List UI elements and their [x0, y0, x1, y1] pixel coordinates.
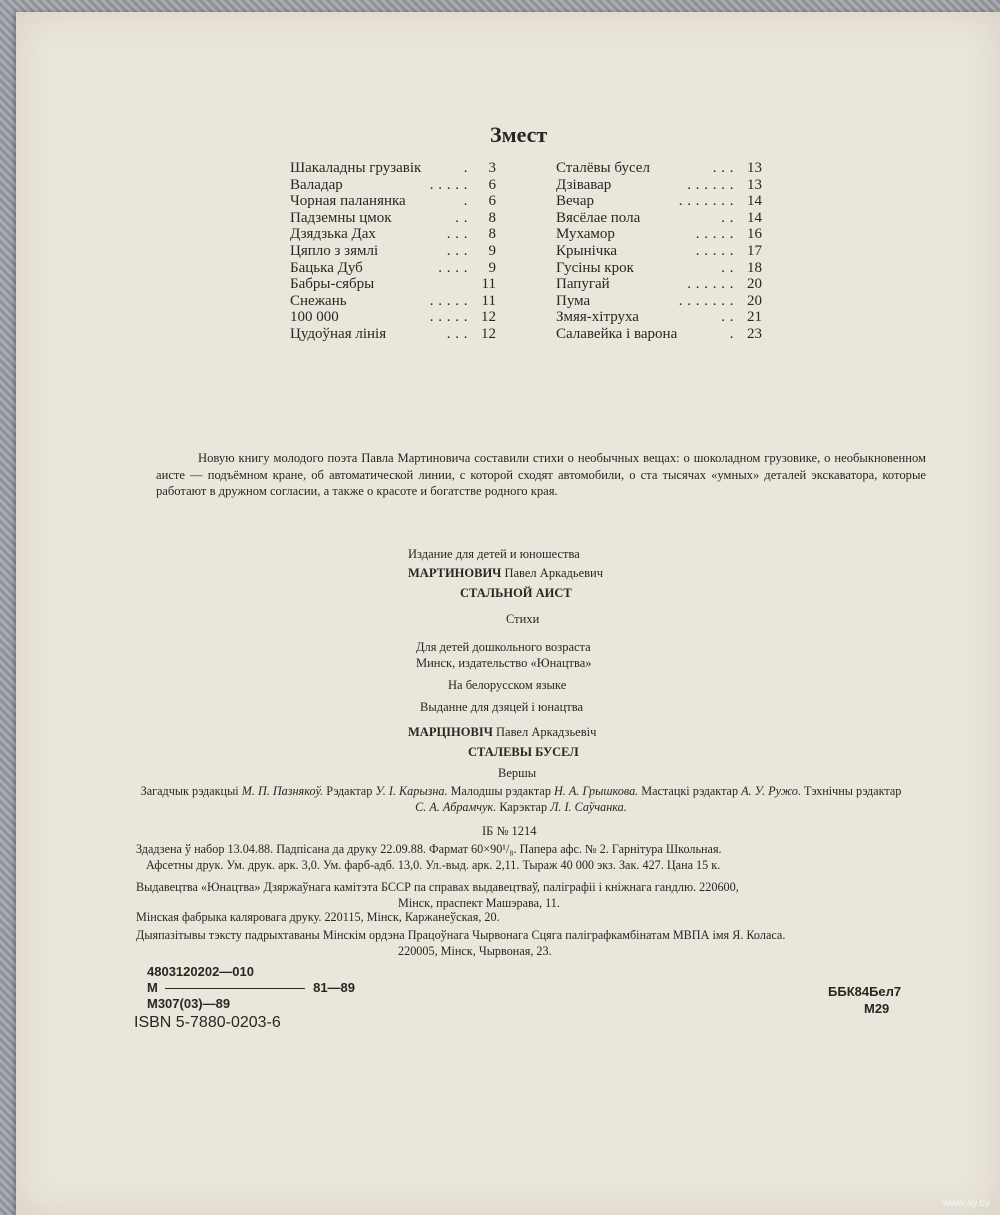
toc-entry-title: Дзядзька Дах [290, 226, 376, 243]
toc-entry [290, 243, 496, 260]
toc-entry-page: 21 [747, 309, 762, 326]
book-page [16, 12, 1000, 1215]
toc-entry-page: 14 [747, 209, 762, 226]
toc-entry [556, 193, 762, 210]
code-suffix: 81—89 [313, 980, 356, 995]
toc-entry-title: Падземны цмок [290, 209, 392, 226]
toc-column-right [556, 160, 762, 343]
toc-entry [556, 309, 762, 326]
toc-entry-page: 8 [488, 226, 496, 243]
toc-entry-leader: . . . [446, 325, 468, 342]
toc-entry-leader: . . . . . [429, 176, 468, 193]
print-details-line: Здадзена ў набор 13.04.88. Падпісана да друку 22.09.88. Фармат 60×90¹/₈. Папера афс. № 2. Гарнітура Школьная. [136, 842, 722, 856]
bbk-code: ББК84Бел7 [828, 984, 902, 999]
toc-entry-title: Бацька Дуб [290, 259, 363, 276]
toc-entry [290, 326, 496, 343]
author-by [408, 725, 596, 740]
language-ru: На белорусском языке [448, 678, 567, 692]
staff-credits [136, 784, 906, 815]
publisher-details [136, 880, 906, 911]
staff-name: У. І. Карызна. [375, 784, 448, 798]
toc-entry-page: 11 [481, 292, 496, 309]
toc-entry-leader: . . . . . . [687, 176, 734, 193]
toc-entry-leader: . . . . . . . [678, 292, 734, 309]
toc-entry [556, 326, 762, 343]
toc-entry-page: 9 [488, 242, 496, 259]
diapositive-line: Дыяпазітывы тэксту падрыхтаваны Мінскім ордэна Працоўнага Чырвонага Сцяга паліграфкамбінатам МВПА імя Я. Коласа. [136, 928, 786, 942]
edition-ru: Издание для детей и юношества [408, 547, 580, 561]
toc-entry-title: Шакаладны грузавік [290, 160, 422, 176]
print-details [136, 842, 906, 873]
toc-entry-page: 3 [488, 160, 496, 176]
toc-entry-leader: . . . . . . . [678, 193, 734, 210]
toc-entry [290, 160, 496, 177]
toc-entry-leader: . . . . . [429, 309, 468, 326]
toc-entry-title: Салавейка і варона [556, 325, 678, 342]
toc-entry-title: Сталёвы бусел [556, 160, 650, 176]
publisher-ru: Минск, издательство «Юнацтва» [416, 656, 592, 670]
toc-entry-leader: . [463, 160, 468, 176]
toc-entry-title: Гусіны крок [556, 259, 634, 276]
toc-entry-page: 13 [747, 160, 762, 176]
toc-entry [290, 260, 496, 277]
toc-entry [290, 309, 496, 326]
toc-entry [556, 293, 762, 310]
toc-entry [290, 193, 496, 210]
toc-entry-leader: . [729, 325, 734, 342]
annotation-paragraph: Новую книгу молодого поэта Павла Мартиновича составили стихи о необычных вещах: о шоколадном грузовике, о необыкновенном аисте — подъёмном кране, об автоматической линии, с которой сходят автомобили, о ста тысячах «умных» деталей экскаватора, которые работают в дружном согласии, а также о красоте и богатстве родного края. [156, 451, 926, 499]
toc-entry-page: 23 [747, 325, 762, 342]
classification-fraction [147, 980, 357, 995]
toc-entry-leader: . . . . . [429, 292, 468, 309]
toc-entry-title: Крынічка [556, 242, 618, 259]
toc-entry-title: Снежань [290, 292, 347, 309]
toc-entry [556, 210, 762, 227]
isbn: ISBN 5-7880-0203-6 [134, 1014, 281, 1031]
classification-code: М307(03)—89 [147, 996, 231, 1011]
toc-entry [290, 177, 496, 194]
toc-entry-title: Чорная паланянка [290, 193, 406, 210]
toc-entry-page: 6 [488, 193, 496, 210]
diapositive-details [136, 928, 906, 959]
audience-ru: Для детей дошкольного возраста [416, 640, 591, 654]
diapositive-line: 220005, Мінск, Чырвоная, 23. [398, 943, 552, 958]
toc-entry-leader: . . . [712, 160, 734, 176]
toc-entry-leader: . . [721, 209, 734, 226]
author-index: М29 [864, 1001, 890, 1016]
fraction-bar [165, 988, 305, 989]
classification-code: 4803120202—010 [147, 964, 254, 979]
toc-entry-leader: . . . [446, 242, 468, 259]
toc-entry-leader: . . [455, 209, 468, 226]
title-ru: СТАЛЬНОЙ АИСТ [460, 586, 572, 600]
staff-role: Карэктар [499, 799, 548, 814]
publisher-line: Выдавецтва «Юнацтва» Дзяржаўнага камітэта БССР па справах выдавецтваў, паліграфіі і кніжнага гандлю. 220600, [136, 880, 739, 894]
factory-line: Мінская фабрыка каляровага друку. 220115, Мінск, Каржанеўская, 20. [136, 910, 500, 924]
toc-entry-leader: . . . . [438, 259, 468, 276]
staff-role: Тэхнічны рэдактар [803, 784, 902, 798]
toc-entry-page: 13 [747, 176, 762, 193]
staff-name: М. П. Пазнякоў. [241, 784, 324, 798]
toc-entry-title: 100 000 [290, 309, 339, 326]
genre-by: Вершы [498, 766, 537, 780]
staff-role: Малодшы рэдактар [450, 784, 551, 798]
toc-entry-leader: . . [721, 309, 734, 326]
toc-entry-leader: . . . . . [695, 226, 734, 243]
toc-entry [290, 293, 496, 310]
toc-heading: Змест [490, 122, 548, 147]
toc-entry-page: 17 [747, 242, 762, 259]
toc-entry [556, 226, 762, 243]
author-surname-ru: МАРТИНОВИЧ [408, 566, 502, 580]
site-watermark: www.ay.by [942, 1198, 990, 1209]
toc-entry [556, 276, 762, 293]
toc-entry-title: Змяя-хітруха [556, 309, 639, 326]
code-prefix: М [147, 980, 158, 995]
toc-entry-title: Бабры-сябры [290, 276, 375, 293]
toc-entry-page: 12 [481, 309, 496, 326]
staff-name: Л. І. Саўчанка. [550, 799, 627, 814]
toc-entry [556, 177, 762, 194]
toc-entry-title: Валадар [290, 176, 343, 193]
toc-entry [290, 226, 496, 243]
ib-number: ІБ № 1214 [482, 824, 537, 838]
toc-entry-leader: . . . . . [695, 242, 734, 259]
toc-entry [556, 160, 762, 177]
staff-role: Загадчык рэдакцыі [140, 784, 239, 798]
edition-by: Выданне для дзяцей і юнацтва [420, 700, 584, 714]
toc-entry-title: Мухамор [556, 226, 615, 243]
toc-entry-title: Вясёлае пола [556, 209, 641, 226]
toc-entry [556, 260, 762, 277]
toc-entry-title: Вечар [556, 193, 594, 210]
publisher-line: Мінск, праспект Машэрава, 11. [398, 895, 560, 910]
staff-name: А. У. Ружо. [741, 784, 801, 798]
toc-entry-page: 14 [747, 193, 762, 210]
toc-entry-page: 8 [488, 209, 496, 226]
toc-entry-page: 6 [488, 176, 496, 193]
staff-name: С. А. Абрамчук. [415, 799, 497, 814]
title-by: СТАЛЕВЫ БУСЕЛ [468, 745, 579, 759]
toc-entry-leader: . [463, 193, 468, 210]
staff-role: Мастацкі рэдактар [641, 784, 739, 798]
toc-entry-leader: . . . [446, 226, 468, 243]
author-surname-by: МАРЦІНОВІЧ [408, 725, 493, 739]
toc-entry-leader: . . . . . . [687, 276, 734, 293]
toc-entry-page: 18 [747, 259, 762, 276]
toc-entry-page: 11 [481, 276, 496, 293]
genre-ru: Стихи [506, 612, 540, 626]
toc-entry-page: 20 [747, 276, 762, 293]
toc-column-left [290, 160, 496, 343]
toc-entry-leader: . . [721, 259, 734, 276]
author-name-ru: Павел Аркадьевич [504, 566, 603, 580]
toc-entry [290, 276, 496, 293]
staff-name: Н. А. Грышкова. [553, 784, 639, 798]
author-ru [408, 566, 603, 581]
toc-entry-page: 9 [488, 259, 496, 276]
toc-entry-title: Дзівавар [556, 176, 612, 193]
toc-entry [556, 243, 762, 260]
author-name-by: Павел Аркадзьевіч [496, 725, 597, 739]
toc-entry-title: Пума [556, 292, 591, 309]
toc-entry-page: 12 [481, 325, 496, 342]
toc-entry-title: Цудоўная лінія [290, 325, 387, 342]
toc-entry-title: Цяпло з зямлі [290, 242, 379, 259]
toc-entry-title: Папугай [556, 276, 610, 293]
staff-role: Рэдактар [326, 784, 373, 798]
toc-entry [290, 210, 496, 227]
toc-entry-page: 20 [747, 292, 762, 309]
toc-entry-page: 16 [747, 226, 762, 243]
print-details-line: Афсетны друк. Ум. друк. арк. 3,0. Ум. фарб-адб. 13,0. Ул.-выд. арк. 2,11. Тыраж 40 000 экз. Зак. 427. Цана 15 к. [146, 857, 721, 872]
